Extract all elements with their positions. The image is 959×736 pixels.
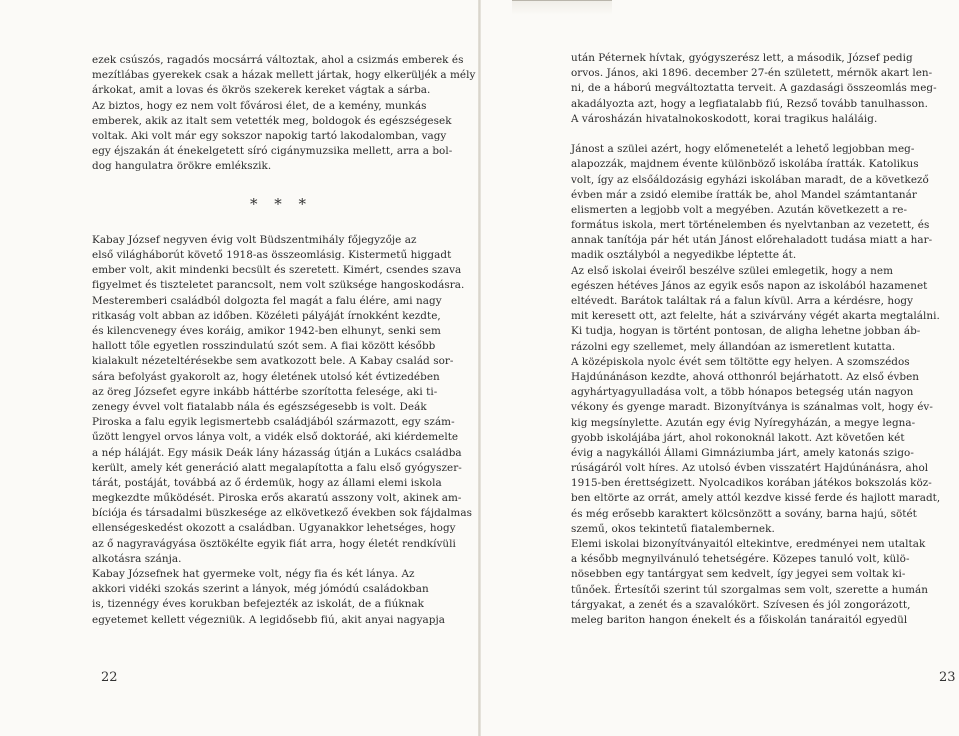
left-page-body (92, 53, 480, 628)
text-line: volt, így az elsőáldozásig egyházi iskolában maradt, de a következő (571, 173, 929, 186)
text-line: A városházán hivatalnokoskodott, korai tragikus haláláig. (571, 112, 878, 125)
text-line: tárát, postáját, továbbá az ő érdemük, hogy az állami elemi iskola (92, 476, 442, 489)
text-line: mezítlábas gyerekek csak a házak mellett jártak, hogy elkerüljék a mély (92, 69, 476, 82)
text-line: emberek, akik az italt sem vetették meg, boldogok és egészségesek (92, 114, 452, 127)
text-line: Ki tudja, hogyan is történt pontosan, de aligha lehetne jobban áb- (571, 325, 921, 338)
text-line: és kilencvenegy éves koráig, amikor 1942-ben elhunyt, senki sem (92, 325, 441, 337)
text-line: is, tizennégy éves korukban befejezték az iskolát, de a fiúknak (92, 598, 425, 611)
page-corner-shadow (512, 0, 612, 15)
text-line: után Péternek hívtak, gyógyszerész lett, a második, József pedig (571, 52, 913, 64)
text-line: Kabay Józsefnek hat gyermeke volt, négy fia és két lánya. Az (92, 568, 415, 580)
text-line: dog hangulatra örökre emlékszik. (92, 160, 272, 173)
text-line: figyelmet és tiszteletet parancsolt, nem volt szüksége hangoskodásra. (92, 279, 465, 292)
text-line: ritkaság volt abban az időben. Közéleti pályáját írnokként kezdte, (92, 309, 441, 322)
text-line: kig megsínylette. Azután egy évig Nyíregyházán, a megye legna- (571, 416, 916, 429)
left-paragraphs-top (92, 53, 480, 175)
text-line: tárgyakat, a zenét és a szavalókört. Szívesen és jól zongorázott, (571, 598, 911, 611)
text-line: Mesteremberi családból dolgozta fel magát a falu élére, ami nagy (92, 294, 442, 307)
text-line: egyetemet kellett végezniük. A legidősebb fiú, akit anyai nagyapja (92, 613, 445, 626)
text-line: szemű, okos tekintetű fiatalembernek. (571, 522, 775, 535)
text-line: eltévedt. Barátok találtak rá a falun kívül. Arra a kérdésre, hogy (571, 295, 914, 307)
text-line: meleg bariton hangon énekelt és a főiskolán tanáraitól egyedül (571, 613, 908, 626)
text-line: vékony és gyenge maradt. Bizonyítványa is szánalmas volt, hogy év- (571, 401, 933, 414)
text-line: Az biztos, hogy ez nem volt fővárosi élet, de a kemény, munkás (92, 99, 427, 112)
text-line: bíciója és társadalmi büszkesége az elkövetkező években sok fájdalmas (92, 507, 472, 520)
text-line: árkokat, amit a lovas és ökrös szekerek kereket vágtak a sárba. (92, 84, 431, 97)
text-line: agyhártyagyulladása volt, a több hónapos betegség után nagyon (571, 386, 914, 399)
text-line: Az első iskolai éveiről beszélve szülei emlegetik, hogy a nem (571, 264, 894, 277)
text-line: egy éjszakán át énekelgetett síró cigánymuzsika mellett, arra a bol- (92, 145, 453, 158)
text-line: űzött lengyel orvos lánya volt, a vidék első doktoráé, aki kiérdemelte (92, 431, 459, 444)
text-line: madik osztályból a negyedikbe léptette át. (571, 249, 797, 262)
text-line: Hajdúnánáson kezdte, ahová otthonról bejárhatott. Az első évben (571, 370, 920, 383)
text-line: hallott tőle egyetlen rosszindulatú szót sem. A fiai között később (92, 340, 436, 353)
text-line: ezek csúszós, ragadós mocsárrá változtak, ahol a csizmás emberek és (92, 54, 464, 66)
text-line: rúságáról volt híres. Az utolsó évben visszatért Hajdúnánásra, ahol (571, 462, 929, 475)
text-line: ember volt, akit mindenki becsült és szeretett. Kimért, csendes szava (92, 264, 462, 277)
text-line: a nép háláját. Egy másik Deák lány házasság útján a Lukács családba (92, 446, 462, 459)
right-page-body (571, 51, 959, 628)
text-line: zenegy évvel volt fiatalabb nála és egészségesebb is volt. Deák (92, 400, 427, 413)
spacer (92, 218, 480, 233)
text-line: Piroska a falu egyik legismertebb családjából származott, egy szám- (92, 416, 455, 429)
page-number-right: 23 (939, 670, 956, 685)
spacer (92, 175, 480, 190)
text-line: voltak. Aki volt már egy sokszor napokig tartó lakodalomban, vagy (92, 129, 447, 142)
text-line: évig a nagykállói Állami Gimnáziumba járt, amely katonás szigo- (571, 446, 914, 459)
text-line: akadályozta azt, hogy a legfiatalabb fiú, Rezső tovább tanulhasson. (571, 97, 928, 110)
text-line: ben eltörte az orrát, amely attól kezdve kissé ferde és hajlott maradt, (571, 492, 941, 505)
text-line: annak tanítója pár hét után Jánost előrehaladott tudása miatt a har- (571, 234, 933, 247)
text-line: az ő nagyravágyása ösztökélte egyik fiát arra, hogy életét rendkívüli (92, 537, 456, 550)
text-line: elismerten a legjobb volt a megyében. Azután következett a re- (571, 203, 908, 216)
text-line: az öreg Józsefet egyre inkább háttérbe szorította felesége, aki ti- (92, 385, 438, 398)
spacer (571, 127, 959, 142)
text-line: gyobb iskolájába járt, ahol rokonoknál lakott. Azt követően két (571, 431, 905, 444)
text-line: nösebben egy tantárgyat sem kedvelt, így jegyei sem voltak ki- (571, 568, 906, 581)
text-line: 1915-ben érettségizett. Nyolcadikos korában játékos bokszolás köz- (571, 477, 932, 490)
text-line: mit keresett ott, azt felelte, hát a szivárvány végét akarta megtalálni. (571, 310, 940, 323)
section-separator: * * * (249, 194, 313, 213)
text-line: megkezdte működését. Piroska erős akaratú asszony volt, akinek am- (92, 492, 462, 505)
text-line: első világháborút követő 1918-as összeomlásig. Kistermetű higgadt (92, 249, 452, 262)
page-number-left: 22 (101, 670, 118, 685)
text-line: egészen hétéves János az egyik esős napon az iskolából hazamenet (571, 279, 928, 292)
left-paragraphs-bottom (92, 233, 480, 628)
text-line: került, amely két generáció alatt megalapította a falu első gyógyszer- (92, 461, 462, 474)
text-line: évben már a zsidó elemibe íratták be, ahol Mandel számtantanár (571, 188, 917, 201)
text-line: akkori vidéki szokás szerint a lányok, még jómódú családokban (92, 583, 429, 596)
text-line: a később megnyilvánuló tehetségére. Közepes tanuló volt, külö- (571, 553, 910, 566)
right-paragraphs-top (571, 51, 959, 127)
text-line: kialakult nézeteltérésekbe sem avatkozott bele. A Kabay család sor- (92, 355, 454, 368)
right-paragraphs-bottom (571, 142, 959, 628)
text-line: rázolni egy szellemet, mely állandóan az ismeretlent kutatta. (571, 340, 896, 353)
text-line: A középiskola nyolc évét sem töltötte egy helyen. A szomszédos (571, 355, 910, 368)
text-line: ellenségeskedést okozott a családban. Ugyanakkor lehetséges, hogy (92, 522, 456, 535)
text-line: sára befolyást gyakorolt az, hogy életének utolsó két évtizedében (92, 370, 440, 383)
text-line: Kabay József negyven évig volt Büdszentmihály főjegyzője az (92, 233, 417, 246)
text-line: Jánost a szülei azért, hogy előmenetelét a lehető legjobban meg- (571, 143, 915, 156)
text-line: formátus iskola, mert történelemben és nyelvtanban az vezetett, és (571, 219, 930, 232)
text-line: Elemi iskolai bizonyítványaitól eltekintve, eredményei nem utaltak (571, 538, 926, 550)
text-line: alkotásra szánja. (92, 552, 182, 565)
text-line: ni, de a háború megváltoztatta terveit. A gazdasági összeomlás meg- (571, 82, 937, 95)
text-line: alapozzák, majdnem évente különböző iskolába íratták. Katolikus (571, 158, 919, 171)
text-line: tűnőek. Értesítői szerint túl szorgalmas sem volt, szerette a humán (571, 583, 928, 596)
text-line: orvos. János, aki 1896. december 27-én született, mérnök akart len- (571, 67, 933, 80)
text-line: és még erősebb karaktert kölcsönzött a sovány, barna hajú, sötét (571, 507, 917, 520)
